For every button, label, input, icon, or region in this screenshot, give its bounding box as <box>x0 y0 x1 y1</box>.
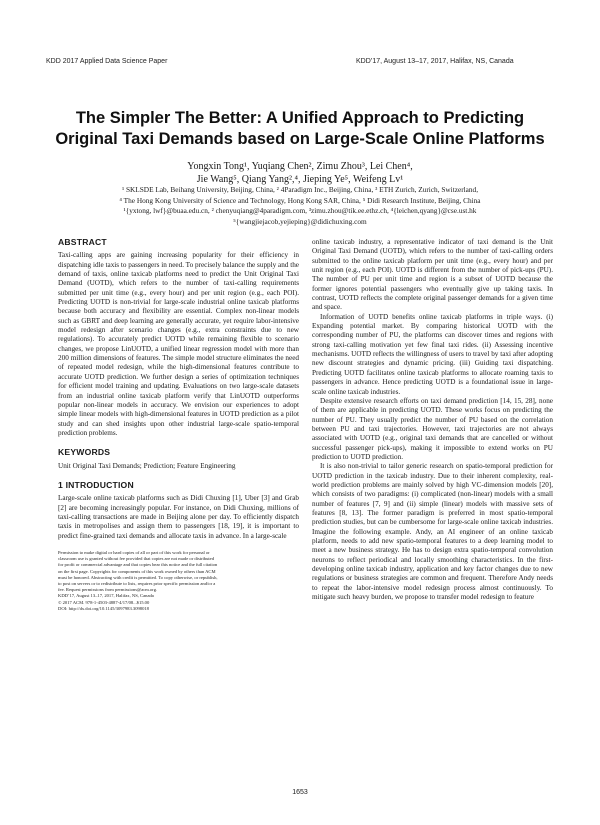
affiliation-line: ⁵{wangjiejacob,yejieping}@didichuxing.com <box>233 216 367 226</box>
abstract-text: Taxi-calling apps are gaining increasing popularity for their efficiency in dispatching idle taxis to passengers in need. To precisely balance the supply and the demand of taxis, online taxicab platforms need to predict the Unit Original Taxi Demand (UOTD), which refers to the number of taxi-calling requirements submitted per unit time (e.g., every hour) and per unit region (e.g., each POI). Predicting UOTD is non-trivial for large-scale industrial online taxicab platforms because both accuracy and flexibility are essential. Complex non-linear models such as GBRT and deep learning are generally accurate, yet require labor-intensive model redesign after scenario changes (e.g., extra constraints due to new regulations). To accurately predict UOTD while remaining flexible to scenario changes, we propose LinUOTD, a unified linear regression model with more than 200 million dimensions of features. The simple model structure eliminates the need of repeated model redesign, while the high-dimensional features contribute to accurate UOTD prediction. We further design a series of optimization techniques for efficient model training and updating. Evaluations on two large-scale datasets from an industrial online taxicab platform verify that LinUOTD outperforms popular non-linear models in accuracy. We envision our experiences to adopt simple linear models with high-dimensional features in UOTD prediction as a pilot study and can shed insights upon other industrial large-scale spatio-temporal prediction problems. <box>58 251 299 437</box>
running-header-left: KDD 2017 Applied Data Science Paper <box>46 58 168 65</box>
introduction-heading: 1 INTRODUCTION <box>58 479 134 490</box>
keywords-text: Unit Original Taxi Demands; Prediction; Feature Engineering <box>58 461 236 470</box>
paper-title <box>40 108 560 150</box>
authors-line: Yongxin Tong¹, Yuqiang Chen², Zimu Zhou³, Lei Chen⁴, <box>187 161 413 172</box>
authors-line: Jie Wang⁵, Qiang Yang²,⁴, Jieping Ye⁵, Weifeng Lv¹ <box>196 174 404 185</box>
permission-line: © 2017 ACM. 978-1-4503-4887-4/17/08...$15.00 <box>58 599 150 605</box>
permission-line: Permission to make digital or hard copies of all or part of this work for personal or <box>58 549 210 555</box>
intro-paragraph: Despite extensive research efforts on taxi demand prediction [14, 15, 28], none of them are applicable in predicting UOTD. These works focus on predicting the number of PU. They usually predict the number of PU based on the correlation between PU and taxi trajectories. However, taxi trajectories are not always associated with UOTD (e.g., original taxi demands that are cancelled or without successful passenger pick-ups), making it impossible to extend works on PU prediction to UOTD prediction. <box>312 396 553 461</box>
left-column <box>58 238 299 612</box>
running-header-right: KDD’17, August 13–17, 2017, Halifax, NS, Canada <box>356 58 514 65</box>
permission-line: on the first page. Copyrights for components of this work owned by others than ACM <box>58 568 216 574</box>
affiliations <box>20 185 580 227</box>
permission-notice <box>58 550 299 612</box>
permission-line: to post on servers or to redistribute to lists, requires prior specific permission and/or a <box>58 580 216 586</box>
permission-line: KDD’17, August 13–17, 2017, Halifax, NS, Canada <box>58 593 154 599</box>
permission-line: for profit or commercial advantage and that copies bear this notice and the full citation <box>58 562 218 568</box>
permission-line: classroom use is granted without fee provided that copies are not made or distributed <box>58 556 215 562</box>
author-list <box>40 160 560 186</box>
intro-paragraph: online taxicab industry, a representative indicator of taxi demand is the Unit Original Taxi Demand (UOTD), which refers to the number of taxi-calling orders submitted to the online taxicab platform per unit time (e.g., every hour) and per unit region (e.g., each POI). UOTD is different from the number of pick-ups (PU). The number of PU per unit time and region is a subset of UOTD because the former ignores potential passengers who eventually give up taking taxis. In contrast, UOTD reflects the complete original passenger demands for a given time and space. <box>312 238 553 312</box>
abstract-heading: ABSTRACT <box>58 237 107 247</box>
intro-paragraph: Large-scale online taxicab platforms such as Didi Chuxing [1], Uber [3] and Grab [2] are becoming increasingly popular. For instance, on Didi Chuxing, millions of taxi-calling transactions are made in Beijing alone per day. To efficiently dispatch taxis in metropolises and assign them to passengers [18, 19], it is important to predict fine-grained taxi demands and allocate taxis in advance. In a large-scale <box>58 494 299 540</box>
permission-line: DOI: http://dx.doi.org/10.1145/3097983.3098018 <box>58 605 149 611</box>
permission-line: fee. Request permissions from permissions@acm.org. <box>58 587 158 593</box>
affiliation-line: ¹{yxtong, lwf}@buaa.edu.cn, ² chenyuqiang@4paradigm.com, ³zimu.zhou@tik.ee.ethz.ch, ⁴{leichen,qyang}@cse.ust.hk <box>123 206 477 215</box>
right-column <box>312 238 553 602</box>
title-line: The Simpler The Better: A Unified Approach to Predicting <box>75 109 525 127</box>
affiliation-line: ¹ SKLSDE Lab, Beihang University, Beijing, China, ² 4Paradigm Inc., Beijing, China, ³ ETH Zurich, Zurich, Switzerland, <box>121 185 479 194</box>
affiliation-line: ⁴ The Hong Kong University of Science and Technology, Hong Kong SAR, China, ⁵ Didi Research Institute, Beijing, China <box>119 195 481 205</box>
intro-paragraph: Information of UOTD benefits online taxicab platforms in triple ways. (i) Expanding potential market. By comparing historical UOTD with the corresponding number of PU, the platforms can discover times and regions with strong taxi-calling motivation yet few final taxi rides. (ii) Assessing incentive mechanisms. UOTD reflects the willingness of users to travel by taxi after adopting new discount strategies and dynamic pricing. (iii) Guiding taxi dispatching. Predicting UOTD facilitates online taxicab platforms to allocate roaming taxis to passengers in advance. Hence predicting UOTD is a foundational issue in large-scale online taxicab industries. <box>312 312 553 396</box>
intro-paragraph: It is also non-trivial to tailor generic research on spatio-temporal prediction for UOTD prediction in the taxicab industry. Due to their inherent complexity, real-world prediction problems are mainly solved by high VC-dimension models [20], which consists of two paradigms: (i) complicated (non-linear) models with a small number of features [7, 9] and (ii) simple (linear) models with massive sets of features [8, 13]. The former paradigm is preferred in most spatio-temporal prediction studies, but can be cumbersome for large-scale online taxicab industries. Imagine the following example. Andy, an AI engineer of an online taxicab platform, needs to add new spatio-temporal features to a deep learning model to meet a new business strategy. He has to design extra spatio-temporal convolution neurons to reflect periodical and locally smoothing characteristics. In the first-developing online taxicab industry, application and key factor changes due to new regulations or business strategies are common and frequent. Therefore Andy needs to repeat the labor-intensive model redesign process almost continuously. To mitigate such heavy burden, we propose to transfer model redesign to feature <box>312 462 553 602</box>
permission-line: must be honored. Abstracting with credit is permitted. To copy otherwise, or republish, <box>58 574 218 580</box>
keywords-heading: KEYWORDS <box>58 447 111 458</box>
page-number: 1653 <box>292 789 308 796</box>
title-line: Original Taxi Demands based on Large-Scale Online Platforms <box>55 130 545 148</box>
